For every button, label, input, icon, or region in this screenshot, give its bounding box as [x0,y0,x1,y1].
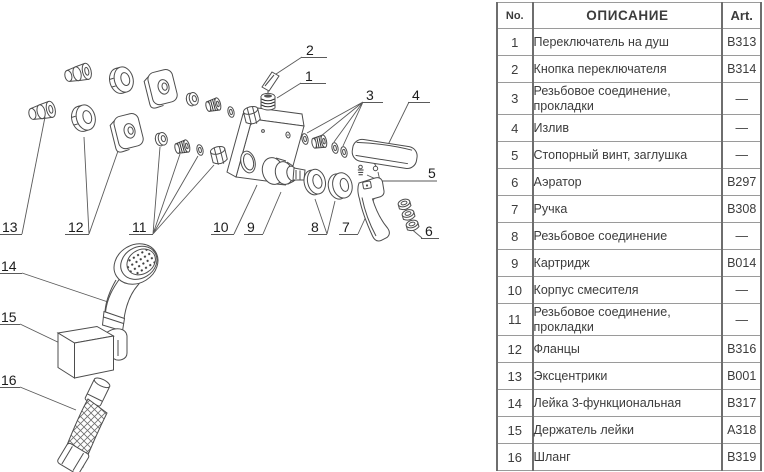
table-row [497,363,761,390]
label-11 [129,219,153,235]
svg-text:12: 12 [68,219,84,235]
label-5 [428,165,436,181]
table-row [497,336,761,363]
label-13 [0,219,22,235]
cell-no: 8 [497,223,533,250]
part-diverter-button-2 [262,72,279,95]
table-row [497,223,761,250]
part-ring-8a [301,167,328,196]
label-3 [362,87,383,103]
part-eccentric-13 [27,100,57,122]
part-gasket-ring-upper [185,91,200,106]
label-10 [211,219,234,235]
table-row [497,142,761,169]
svg-text:5: 5 [428,165,436,181]
cell-art: B313 [722,29,761,56]
cell-description: Держатель лейки [533,417,723,444]
cell-art: A318 [722,417,761,444]
table-row [497,83,761,115]
parts-table-wrap [496,2,762,471]
cell-no: 15 [497,417,533,444]
label-7 [339,219,358,235]
table-row [497,56,761,83]
table-row [497,277,761,304]
label-6 [421,223,439,239]
table-row [497,390,761,417]
cell-description: Переключатель на душ [533,29,723,56]
cell-description: Корпус смесителя [533,277,723,304]
label-4 [408,87,430,103]
cell-no: 2 [497,56,533,83]
part-aerator-6 [397,198,419,232]
label-9 [244,219,263,235]
cell-description: Стопорный винт, заглушка [533,142,723,169]
cell-no: 3 [497,83,533,115]
cell-art: B316 [722,336,761,363]
svg-text:7: 7 [342,219,350,235]
svg-text:10: 10 [213,219,229,235]
cell-description: Лейка 3-функциональная [533,390,723,417]
table-header-row [497,3,761,29]
svg-text:16: 16 [1,372,17,388]
cell-description: Резьбовое соединение [533,223,723,250]
table-row [497,29,761,56]
part-flange-square-upper [143,68,180,109]
cell-no: 6 [497,169,533,196]
svg-text:2: 2 [306,42,314,58]
cell-art: B317 [722,390,761,417]
part-flange-square-12 [109,112,146,153]
part-flange-round-12 [69,103,99,134]
cell-no: 13 [497,363,533,390]
svg-text:6: 6 [425,223,433,239]
part-hose-16 [57,376,112,472]
cell-description: Резьбовое соединение, прокладки [533,83,723,115]
svg-text:4: 4 [412,87,420,103]
cell-art: — [722,223,761,250]
table-row [497,169,761,196]
cell-art: — [722,304,761,336]
cell-no: 5 [497,142,533,169]
cell-no: 10 [497,277,533,304]
label-2 [301,42,327,58]
part-threaded-plug-11 [174,139,191,155]
cell-no: 9 [497,250,533,277]
part-showerhead-14 [103,236,166,331]
svg-text:11: 11 [132,219,147,235]
cell-art: — [722,277,761,304]
svg-text:1: 1 [305,68,313,84]
cell-art: B319 [722,444,761,471]
part-gasket-oval-11 [196,144,204,156]
cell-description: Ручка [533,196,723,223]
cell-no: 7 [497,196,533,223]
cell-no: 11 [497,304,533,336]
parts-table [496,2,762,471]
svg-text:15: 15 [1,309,17,325]
header-art: Art. [722,3,761,29]
cell-description: Эксцентрики [533,363,723,390]
cell-no: 1 [497,29,533,56]
cell-description: Шланг [533,444,723,471]
part-flange-round-upper [107,65,137,96]
label-15 [0,309,20,325]
svg-text:8: 8 [311,219,319,235]
label-16 [0,372,20,388]
svg-text:14: 14 [1,258,17,274]
part-holder-15 [58,327,127,379]
table-row [497,115,761,142]
table-row [497,196,761,223]
part-gasket-ring-11 [154,131,169,146]
label-1 [300,68,326,84]
cell-art: — [722,115,761,142]
part-gasket-oval-upper [227,106,235,118]
table-row [497,250,761,277]
label-12 [65,219,89,235]
svg-text:9: 9 [247,219,255,235]
cell-description: Аэратор [533,169,723,196]
table-row [497,304,761,336]
part-ring-8b [326,171,355,202]
part-nut-11 [210,145,229,166]
part-gasket-3d [340,146,348,158]
svg-text:3: 3 [366,87,374,103]
header-description: ОПИСАНИЕ [533,3,723,29]
cell-art: B314 [722,56,761,83]
part-threaded-plug-upper [205,97,222,113]
cell-art: B308 [722,196,761,223]
table-row [497,444,761,471]
cell-description: Резьбовое соединение, прокладки [533,304,723,336]
cell-no: 16 [497,444,533,471]
label-14 [0,258,22,274]
cell-art: B001 [722,363,761,390]
cell-description: Фланцы [533,336,723,363]
part-handle-7 [358,178,390,241]
part-gasket-3c [331,142,339,154]
svg-text:13: 13 [2,219,18,235]
cell-art: — [722,83,761,115]
cell-description: Картридж [533,250,723,277]
cell-no: 12 [497,336,533,363]
cell-description: Излив [533,115,723,142]
table-row [497,417,761,444]
cell-no: 4 [497,115,533,142]
part-gasket-3a [301,133,309,145]
cell-art: B297 [722,169,761,196]
header-no: No. [497,3,533,29]
cell-description: Кнопка переключателя [533,56,723,83]
cell-art: B014 [722,250,761,277]
part-cartridge-9 [260,155,305,186]
part-eccentric-upper [63,62,93,84]
cell-no: 14 [497,390,533,417]
cell-art: — [722,142,761,169]
part-threaded-3b [311,134,328,149]
part-diverter-1 [261,93,275,110]
